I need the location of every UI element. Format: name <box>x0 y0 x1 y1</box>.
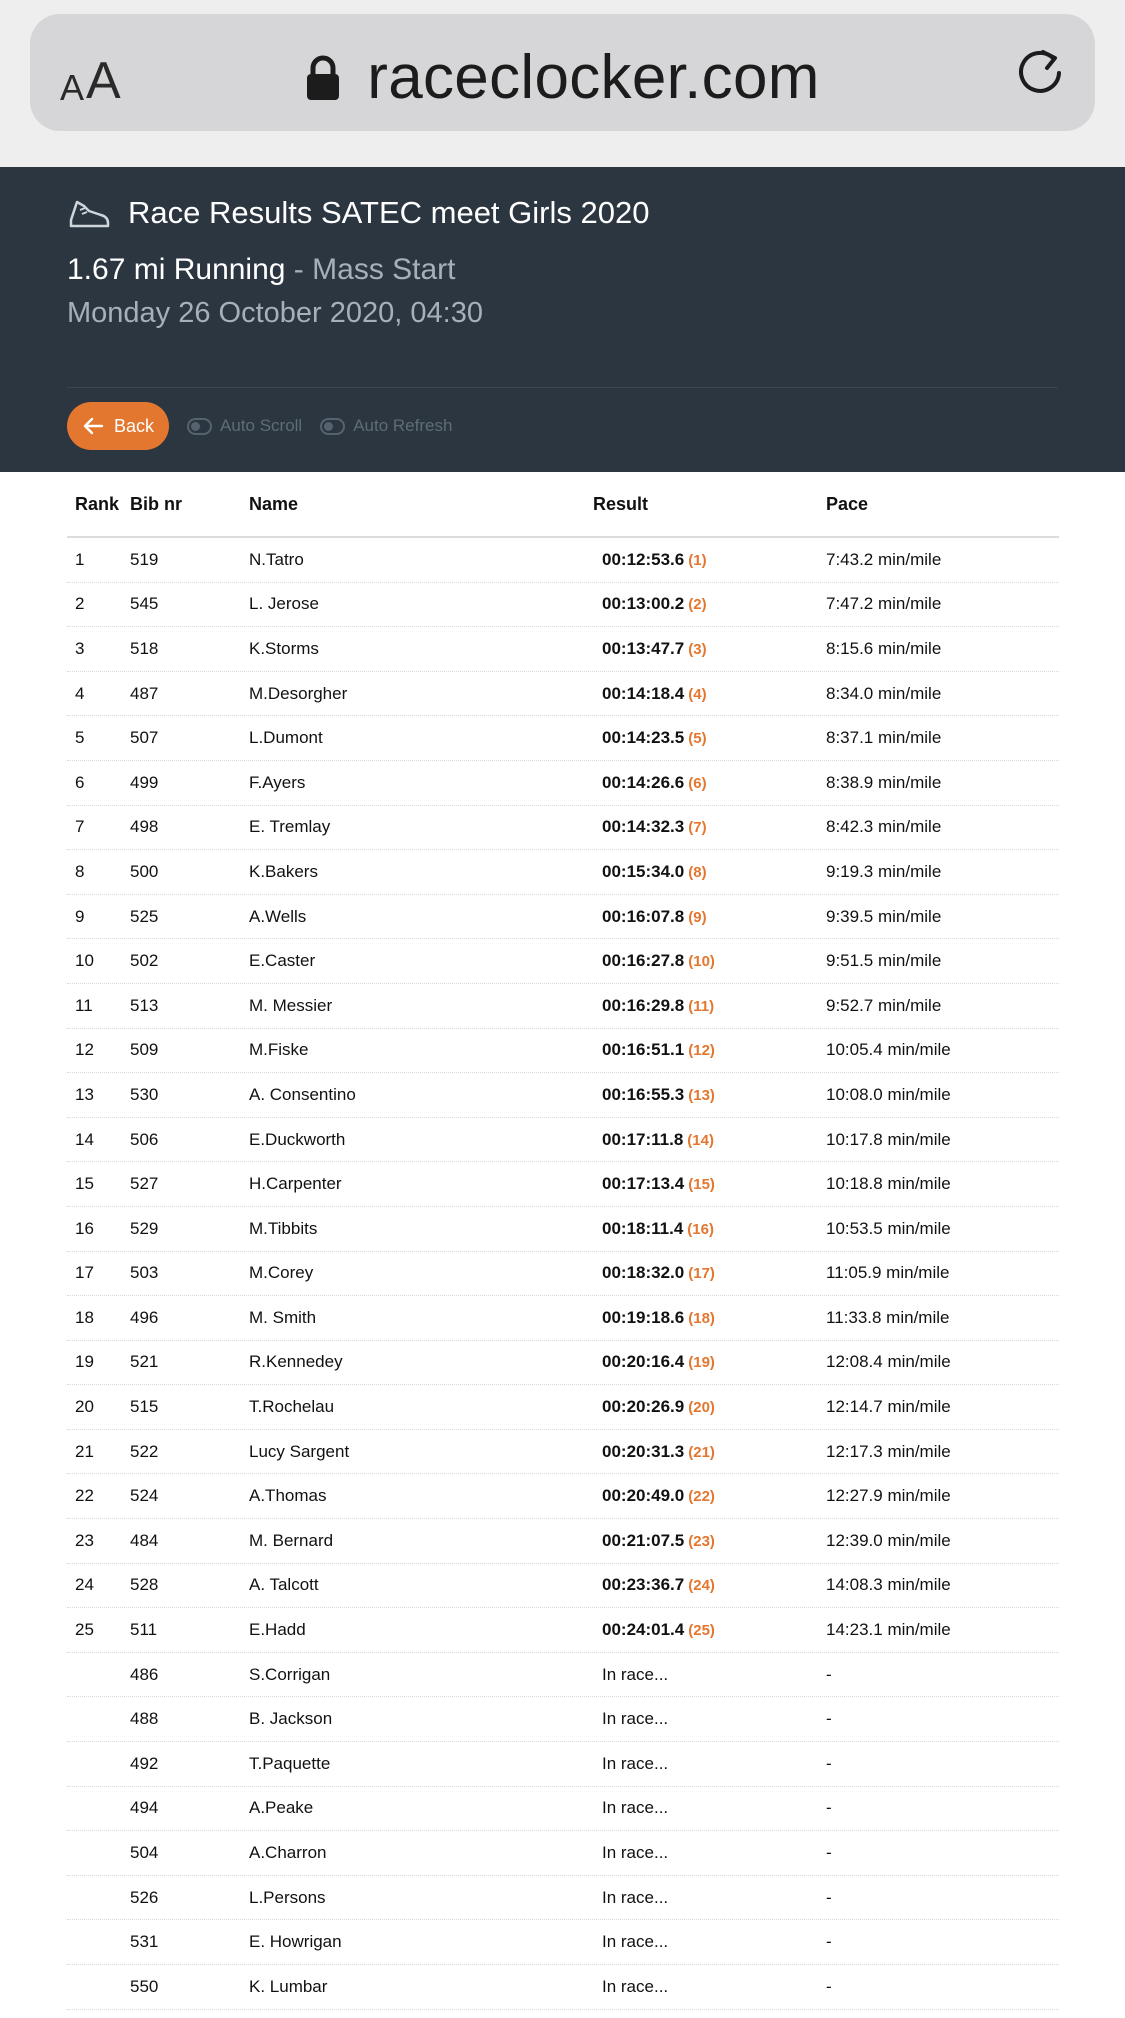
result-time: 00:16:07.8 <box>602 906 685 926</box>
result-time: 00:14:23.5 <box>602 728 685 748</box>
cell-bib: 528 <box>130 1575 159 1595</box>
cell-result <box>593 1709 826 1729</box>
cell-result <box>593 1308 826 1328</box>
back-label: Back <box>113 415 155 436</box>
cell-pace: 12:08.4 min/mile <box>826 1352 951 1372</box>
cell-bib: 494 <box>130 1798 159 1818</box>
cell-result <box>593 996 826 1016</box>
cell-rank: 13 <box>75 1084 94 1104</box>
header-divider <box>67 387 1058 388</box>
cell-name: K.Storms <box>249 638 319 658</box>
cell-name: M. Smith <box>249 1307 317 1327</box>
cell-rank: 7 <box>75 817 85 837</box>
cell-result <box>593 1977 826 1997</box>
cell-bib: 503 <box>130 1263 159 1283</box>
cell-name: R.Kennedey <box>249 1352 343 1372</box>
cell-rank: 5 <box>75 728 85 748</box>
text-size-small-glyph: A <box>60 67 85 108</box>
table-row[interactable] <box>67 939 1059 984</box>
cell-bib: 529 <box>130 1218 159 1238</box>
cell-name: M.Desorgher <box>249 683 348 703</box>
result-time: 00:13:47.7 <box>602 638 685 658</box>
result-position: (11) <box>688 997 715 1015</box>
result-position: (22) <box>688 1488 715 1506</box>
table-row[interactable] <box>67 1608 1059 1653</box>
cell-name: M.Fiske <box>249 1040 309 1060</box>
table-row[interactable] <box>67 672 1059 717</box>
cell-name: M.Corey <box>249 1263 314 1283</box>
cell-pace: 9:51.5 min/mile <box>826 951 942 971</box>
cell-pace: 14:08.3 min/mile <box>826 1575 951 1595</box>
cell-rank: 15 <box>75 1174 94 1194</box>
table-row[interactable] <box>67 1653 1059 1698</box>
result-time: 00:16:55.3 <box>602 1084 685 1104</box>
result-position: (19) <box>688 1354 715 1372</box>
result-position: (21) <box>688 1443 715 1461</box>
cell-bib: 492 <box>130 1753 159 1773</box>
cell-name: T.Paquette <box>249 1753 331 1773</box>
table-row[interactable] <box>67 1207 1059 1252</box>
back-button[interactable] <box>67 402 169 450</box>
result-position: (14) <box>687 1131 714 1149</box>
cell-pace: 11:05.9 min/mile <box>826 1263 950 1283</box>
cell-bib: 496 <box>130 1307 159 1327</box>
cell-result <box>593 1397 826 1417</box>
result-time: 00:15:34.0 <box>602 861 685 881</box>
table-row[interactable] <box>67 1341 1059 1386</box>
cell-bib: 498 <box>130 817 159 837</box>
result-time: In race... <box>602 1709 669 1729</box>
table-row[interactable] <box>67 1296 1059 1341</box>
cell-name: M.Tibbits <box>249 1218 318 1238</box>
result-time: 00:14:26.6 <box>602 772 685 792</box>
table-row[interactable] <box>67 1519 1059 1564</box>
cell-rank: 25 <box>75 1620 94 1640</box>
result-time: In race... <box>602 1798 669 1818</box>
cell-pace: 10:17.8 min/mile <box>826 1129 951 1149</box>
result-position: (1) <box>688 551 707 569</box>
result-time: 00:16:27.8 <box>602 951 685 971</box>
cell-result <box>593 1174 826 1194</box>
cell-result <box>593 639 826 659</box>
cell-result <box>593 728 826 748</box>
auto-scroll-toggle[interactable] <box>187 416 302 436</box>
cell-bib: 526 <box>130 1887 159 1907</box>
column-header-pace[interactable]: Pace <box>826 493 869 514</box>
cell-bib: 527 <box>130 1174 159 1194</box>
cell-name: S.Corrigan <box>249 1664 331 1684</box>
cell-name: M. Messier <box>249 995 333 1015</box>
table-row[interactable] <box>67 895 1059 940</box>
auto-refresh-toggle[interactable] <box>320 416 452 436</box>
cell-result <box>593 1932 826 1952</box>
cell-result <box>593 1352 826 1372</box>
cell-bib: 506 <box>130 1129 159 1149</box>
controls-bar <box>67 402 452 450</box>
cell-rank: 12 <box>75 1040 94 1060</box>
cell-bib: 488 <box>130 1709 159 1729</box>
cell-pace: 8:42.3 min/mile <box>826 817 942 837</box>
cell-name: L. Jerose <box>249 594 319 614</box>
cell-pace: 10:53.5 min/mile <box>826 1218 951 1238</box>
cell-rank: 6 <box>75 772 85 792</box>
result-position: (10) <box>688 953 715 971</box>
result-time: 00:17:11.8 <box>602 1129 684 1149</box>
race-title-row <box>68 195 649 231</box>
cell-name: A.Peake <box>249 1798 314 1818</box>
result-time: In race... <box>602 1887 669 1907</box>
cell-bib: 511 <box>130 1620 158 1640</box>
distance-text: 1.67 mi Running <box>67 253 286 286</box>
cell-result <box>593 1130 826 1150</box>
result-time: 00:16:51.1 <box>602 1040 685 1060</box>
cell-result <box>593 684 826 704</box>
cell-rank: 1 <box>75 549 85 569</box>
cell-bib: 519 <box>130 549 159 569</box>
cell-pace: 7:47.2 min/mile <box>826 594 942 614</box>
cell-name: A.Charron <box>249 1843 327 1863</box>
cell-name: F.Ayers <box>249 772 306 792</box>
table-row[interactable] <box>67 1118 1059 1163</box>
result-time: 00:14:32.3 <box>602 817 685 837</box>
table-row[interactable] <box>67 1073 1059 1118</box>
table-row[interactable] <box>67 1430 1059 1475</box>
column-header-rank[interactable]: Rank <box>75 493 120 514</box>
browser-toolbar <box>0 0 1125 167</box>
cell-name: M. Bernard <box>249 1530 334 1550</box>
result-time: In race... <box>602 1932 669 1952</box>
cell-pace: 9:39.5 min/mile <box>826 906 942 926</box>
column-header-name[interactable]: Name <box>249 493 299 514</box>
cell-bib: 499 <box>130 772 159 792</box>
table-row[interactable] <box>67 583 1059 628</box>
result-time: 00:20:16.4 <box>602 1352 685 1372</box>
table-row[interactable] <box>67 806 1059 851</box>
cell-pace: 8:34.0 min/mile <box>826 683 942 703</box>
cell-pace: 11:33.8 min/mile <box>826 1307 950 1327</box>
result-position: (12) <box>688 1042 715 1060</box>
cell-result <box>593 594 826 614</box>
table-row[interactable] <box>67 1965 1059 2010</box>
race-header <box>0 167 1125 472</box>
running-shoe-icon <box>68 196 110 230</box>
cell-rank: 24 <box>75 1575 94 1595</box>
page-title: Race Results SATEC meet Girls 2020 <box>128 195 650 230</box>
table-row[interactable] <box>67 1697 1059 1742</box>
result-position: (24) <box>688 1577 715 1595</box>
cell-name: L.Persons <box>249 1887 326 1907</box>
cell-rank: 19 <box>75 1352 94 1372</box>
table-row[interactable] <box>67 1474 1059 1519</box>
cell-rank: 8 <box>75 861 85 881</box>
cell-result <box>593 1843 826 1863</box>
cell-pace: - <box>826 1887 832 1907</box>
cell-pace: 9:52.7 min/mile <box>826 995 942 1015</box>
cell-bib: 530 <box>130 1084 159 1104</box>
cell-name: E.Caster <box>249 951 316 971</box>
race-distance <box>67 253 456 287</box>
cell-name: A. Talcott <box>249 1575 319 1595</box>
cell-result <box>593 907 826 927</box>
result-time: In race... <box>602 1664 669 1684</box>
cell-pace: - <box>826 1976 832 1996</box>
cell-pace: 9:19.3 min/mile <box>826 861 942 881</box>
cell-name: A.Thomas <box>249 1486 327 1506</box>
result-time: 00:20:26.9 <box>602 1397 685 1417</box>
table-row[interactable] <box>67 1787 1059 1832</box>
cell-bib: 521 <box>130 1352 159 1372</box>
cell-bib: 522 <box>130 1441 159 1461</box>
cell-result <box>593 550 826 570</box>
cell-bib: 486 <box>130 1664 159 1684</box>
cell-result <box>593 1085 826 1105</box>
result-time: In race... <box>602 1753 669 1773</box>
table-row[interactable] <box>67 1742 1059 1787</box>
result-time: 00:17:13.4 <box>602 1174 685 1194</box>
cell-pace: 14:23.1 min/mile <box>826 1620 951 1640</box>
cell-pace: 12:14.7 min/mile <box>826 1397 951 1417</box>
cell-result <box>593 1040 826 1060</box>
cell-name: B. Jackson <box>249 1709 333 1729</box>
result-time: 00:24:01.4 <box>602 1620 685 1640</box>
cell-rank: 17 <box>75 1263 94 1283</box>
cell-bib: 518 <box>130 638 159 658</box>
cell-result <box>593 1754 826 1774</box>
table-row[interactable] <box>67 1564 1059 1609</box>
cell-result <box>593 1486 826 1506</box>
result-position: (2) <box>688 596 707 614</box>
result-position: (7) <box>688 819 707 837</box>
race-date: Monday 26 October 2020, 04:30 <box>67 297 483 329</box>
result-time: 00:14:18.4 <box>602 683 685 703</box>
cell-rank: 4 <box>75 683 85 703</box>
table-row[interactable] <box>67 850 1059 895</box>
cell-rank: 3 <box>75 638 85 658</box>
result-position: (4) <box>688 685 707 703</box>
cell-bib: 487 <box>130 683 159 703</box>
cell-pace: 10:08.0 min/mile <box>826 1084 951 1104</box>
cell-name: E.Duckworth <box>249 1129 346 1149</box>
cell-name: H.Carpenter <box>249 1174 342 1194</box>
cell-pace: 10:18.8 min/mile <box>826 1174 951 1194</box>
cell-rank: 22 <box>75 1486 94 1506</box>
cell-result <box>593 862 826 882</box>
column-header-bib[interactable]: Bib nr <box>130 493 182 514</box>
result-time: 00:18:11.4 <box>602 1218 684 1238</box>
cell-rank: 23 <box>75 1530 94 1550</box>
cell-bib: 513 <box>130 995 159 1015</box>
cell-result <box>593 1219 826 1239</box>
result-time: 00:20:49.0 <box>602 1486 685 1506</box>
cell-name: N.Tatro <box>249 549 304 569</box>
cell-pace: 10:05.4 min/mile <box>826 1040 951 1060</box>
distance-separator: - <box>285 253 313 286</box>
cell-pace: - <box>826 1664 832 1684</box>
table-row[interactable] <box>67 538 1059 583</box>
arrow-left-icon <box>82 417 104 435</box>
url-display[interactable] <box>30 42 1095 113</box>
cell-rank: 2 <box>75 594 85 614</box>
result-position: (13) <box>688 1086 715 1104</box>
table-row[interactable] <box>67 1385 1059 1430</box>
cell-result <box>593 1620 826 1640</box>
result-time: 00:21:07.5 <box>602 1530 685 1550</box>
cell-bib: 500 <box>130 861 159 881</box>
cell-name: A. Consentino <box>249 1084 356 1104</box>
cell-rank: 21 <box>75 1441 94 1461</box>
result-position: (15) <box>688 1176 715 1194</box>
reload-icon[interactable] <box>1013 46 1067 100</box>
result-time: 00:19:18.6 <box>602 1307 685 1327</box>
result-position: (6) <box>688 774 707 792</box>
cell-bib: 507 <box>130 728 159 748</box>
result-time: 00:16:29.8 <box>602 995 685 1015</box>
table-row[interactable] <box>67 984 1059 1029</box>
cell-pace: - <box>826 1843 832 1863</box>
table-row[interactable] <box>67 761 1059 806</box>
cell-result <box>593 951 826 971</box>
cell-name: T.Rochelau <box>249 1397 335 1417</box>
cell-rank: 14 <box>75 1129 94 1149</box>
cell-pace: - <box>826 1932 832 1952</box>
table-row[interactable] <box>67 716 1059 761</box>
cell-rank: 9 <box>75 906 85 926</box>
cell-result <box>593 1263 826 1283</box>
cell-name: K.Bakers <box>249 861 318 881</box>
table-row[interactable] <box>67 1252 1059 1297</box>
result-position: (23) <box>688 1532 715 1550</box>
url-text: raceclocker.com <box>367 43 820 112</box>
result-time: 00:18:32.0 <box>602 1263 685 1283</box>
table-body <box>67 538 1059 2010</box>
cell-rank: 11 <box>75 995 93 1015</box>
results-table <box>67 472 1059 2010</box>
cell-pace: 12:39.0 min/mile <box>826 1530 951 1550</box>
table-header <box>67 472 1059 538</box>
table-row[interactable] <box>67 1029 1059 1074</box>
result-position: (25) <box>688 1622 715 1640</box>
table-row[interactable] <box>67 1162 1059 1207</box>
cell-pace: - <box>826 1709 832 1729</box>
result-time: 00:23:36.7 <box>602 1575 685 1595</box>
result-position: (9) <box>688 908 707 926</box>
result-time: 00:12:53.6 <box>602 549 685 569</box>
cell-result <box>593 1888 826 1908</box>
cell-bib: 545 <box>130 594 159 614</box>
address-bar[interactable] <box>30 14 1095 131</box>
start-type: Mass Start <box>312 253 456 286</box>
result-position: (8) <box>688 863 707 881</box>
result-position: (16) <box>687 1220 714 1238</box>
result-position: (18) <box>688 1309 715 1327</box>
cell-name: Lucy Sargent <box>249 1441 350 1461</box>
result-position: (17) <box>688 1265 715 1283</box>
result-time: In race... <box>602 1976 669 1996</box>
cell-result <box>593 1665 826 1685</box>
cell-rank: 18 <box>75 1307 94 1327</box>
cell-bib: 509 <box>130 1040 159 1060</box>
cell-pace: 8:15.6 min/mile <box>826 638 942 658</box>
table-row[interactable] <box>67 1876 1059 1921</box>
result-time: 00:13:00.2 <box>602 594 685 614</box>
cell-bib: 550 <box>130 1976 159 1996</box>
cell-name: A.Wells <box>249 906 307 926</box>
result-position: (20) <box>688 1399 715 1417</box>
cell-rank: 10 <box>75 951 94 971</box>
cell-name: E. Howrigan <box>249 1932 342 1952</box>
auto-refresh-switch[interactable] <box>320 418 345 435</box>
table-row[interactable] <box>67 627 1059 672</box>
cell-name: L.Dumont <box>249 728 323 748</box>
cell-name: E.Hadd <box>249 1620 306 1640</box>
cell-result <box>593 1531 826 1551</box>
cell-bib: 484 <box>130 1530 159 1550</box>
cell-pace: 12:17.3 min/mile <box>826 1441 951 1461</box>
text-size-big-glyph: A <box>86 52 121 110</box>
cell-bib: 504 <box>130 1843 159 1863</box>
cell-pace: 8:37.1 min/mile <box>826 728 942 748</box>
cell-name: K. Lumbar <box>249 1976 328 1996</box>
cell-pace: - <box>826 1753 832 1773</box>
cell-result <box>593 1575 826 1595</box>
cell-name: E. Tremlay <box>249 817 331 837</box>
table-row[interactable] <box>67 1831 1059 1876</box>
cell-pace: 12:27.9 min/mile <box>826 1486 951 1506</box>
auto-scroll-label: Auto Scroll <box>220 416 303 435</box>
cell-rank: 16 <box>75 1218 94 1238</box>
cell-result <box>593 817 826 837</box>
lock-icon <box>305 55 341 101</box>
cell-pace: 7:43.2 min/mile <box>826 549 942 569</box>
cell-bib: 525 <box>130 906 159 926</box>
auto-scroll-switch[interactable] <box>187 418 212 435</box>
cell-rank: 20 <box>75 1397 94 1417</box>
cell-bib: 524 <box>130 1486 159 1506</box>
cell-result <box>593 773 826 793</box>
result-time: In race... <box>602 1843 669 1863</box>
cell-pace: - <box>826 1798 832 1818</box>
result-position: (5) <box>688 730 707 748</box>
result-position: (3) <box>688 640 707 658</box>
cell-result <box>593 1442 826 1462</box>
column-header-result[interactable]: Result <box>593 493 649 514</box>
result-time: 00:20:31.3 <box>602 1441 685 1461</box>
cell-result <box>593 1798 826 1818</box>
cell-bib: 515 <box>130 1397 159 1417</box>
cell-bib: 531 <box>130 1932 159 1952</box>
auto-refresh-label: Auto Refresh <box>353 416 453 435</box>
cell-bib: 502 <box>130 951 159 971</box>
cell-pace: 8:38.9 min/mile <box>826 772 942 792</box>
table-row[interactable] <box>67 1920 1059 1965</box>
